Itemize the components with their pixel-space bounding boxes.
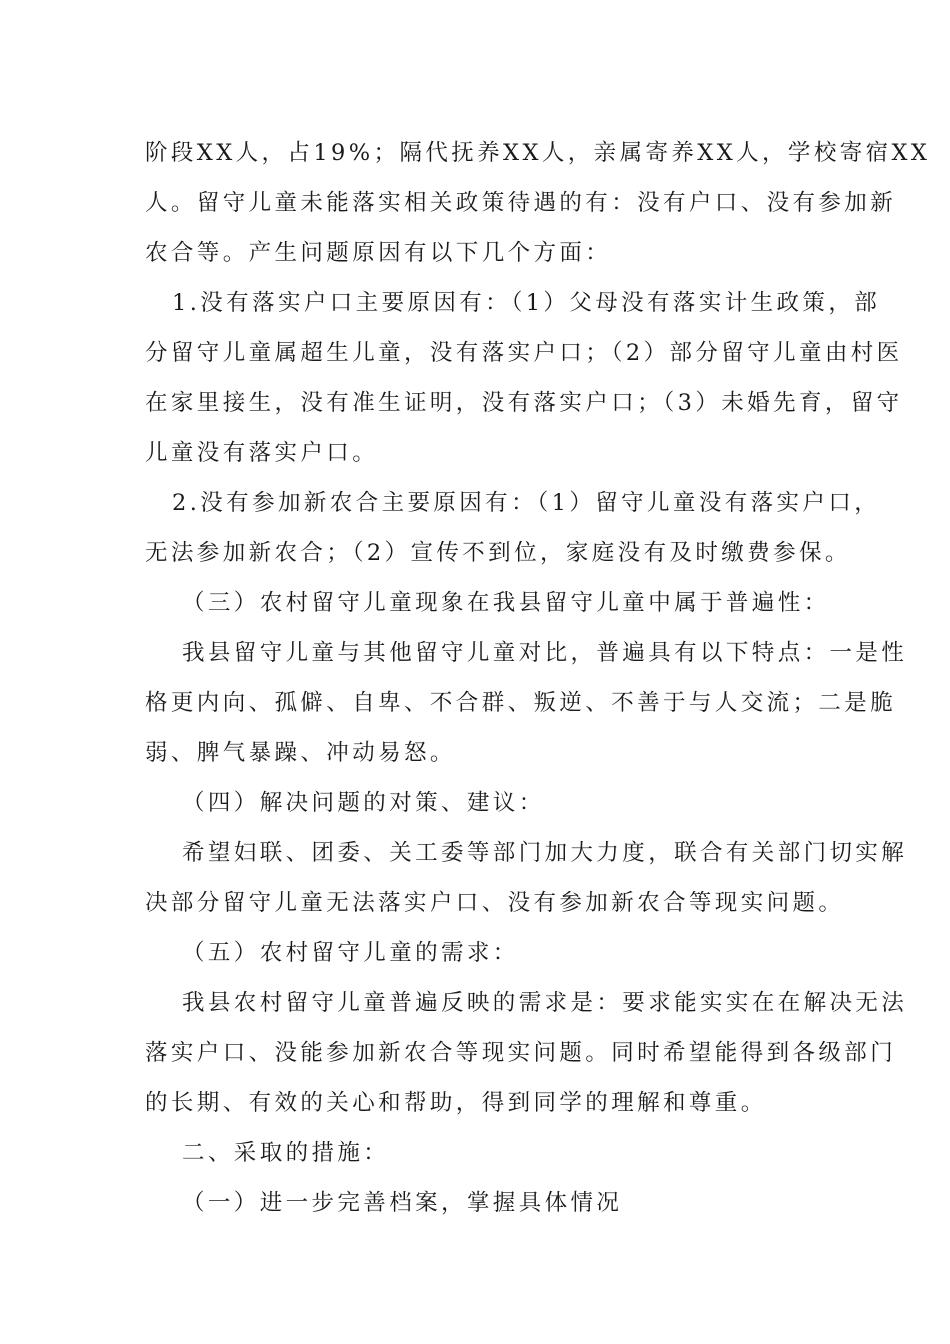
subsection-heading: （一）进一步完善档案，掌握具体情况: [182, 1190, 623, 1216]
text-line: 分留守儿童属超生儿童，没有落实户口；（2）部分留守儿童由村医: [145, 340, 903, 366]
section-heading: （三）农村留守儿童现象在我县留守儿童中属于普遍性：: [182, 590, 830, 616]
section-heading: （五）农村留守儿童的需求：: [182, 940, 519, 966]
text-line: 儿童没有落实户口。: [145, 440, 379, 466]
text-line: 的长期、有效的关心和帮助，得到同学的理解和尊重。: [145, 1090, 767, 1116]
section-heading: （四）解决问题的对策、建议：: [182, 790, 545, 816]
text-line: 人。留守儿童未能落实相关政策待遇的有：没有户口、没有参加新: [145, 190, 897, 216]
paragraph-start: 我县留守儿童与其他留守儿童对比，普遍具有以下特点：一是性: [182, 640, 908, 666]
text-line: 决部分留守儿童无法落实户口、没有参加新农合等现实问题。: [145, 890, 845, 916]
paragraph-start: 希望妇联、团委、关工委等部门加大力度，联合有关部门切实解: [182, 840, 908, 866]
text-line: 农合等。产生问题原因有以下几个方面：: [145, 240, 612, 266]
text-line: 弱、脾气暴躁、冲动易怒。: [145, 740, 456, 766]
text-line: 格更内向、孤僻、自卑、不合群、叛逆、不善于与人交流；二是脆: [145, 690, 897, 716]
paragraph-start: 2.没有参加新农合主要原因有：（1）留守儿童没有落实户口，: [172, 490, 881, 516]
paragraph-start: 1.没有落实户口主要原因有：（1）父母没有落实计生政策，部: [172, 290, 881, 316]
text-line: 无法参加新农合；（2）宣传不到位，家庭没有及时缴费参保。: [145, 540, 851, 566]
text-line: 在家里接生，没有准生证明，没有落实户口；（3）未婚先育，留守: [145, 390, 903, 416]
section-heading: 二、采取的措施：: [182, 1140, 390, 1166]
paragraph-start: 我县农村留守儿童普遍反映的需求是：要求能实实在在解决无法: [182, 990, 908, 1016]
text-line: 阶段XX人，占19%；隔代抚养XX人，亲属寄养XX人，学校寄宿XX: [145, 140, 931, 166]
text-line: 落实户口、没能参加新农合等现实问题。同时希望能得到各级部门: [145, 1040, 897, 1066]
